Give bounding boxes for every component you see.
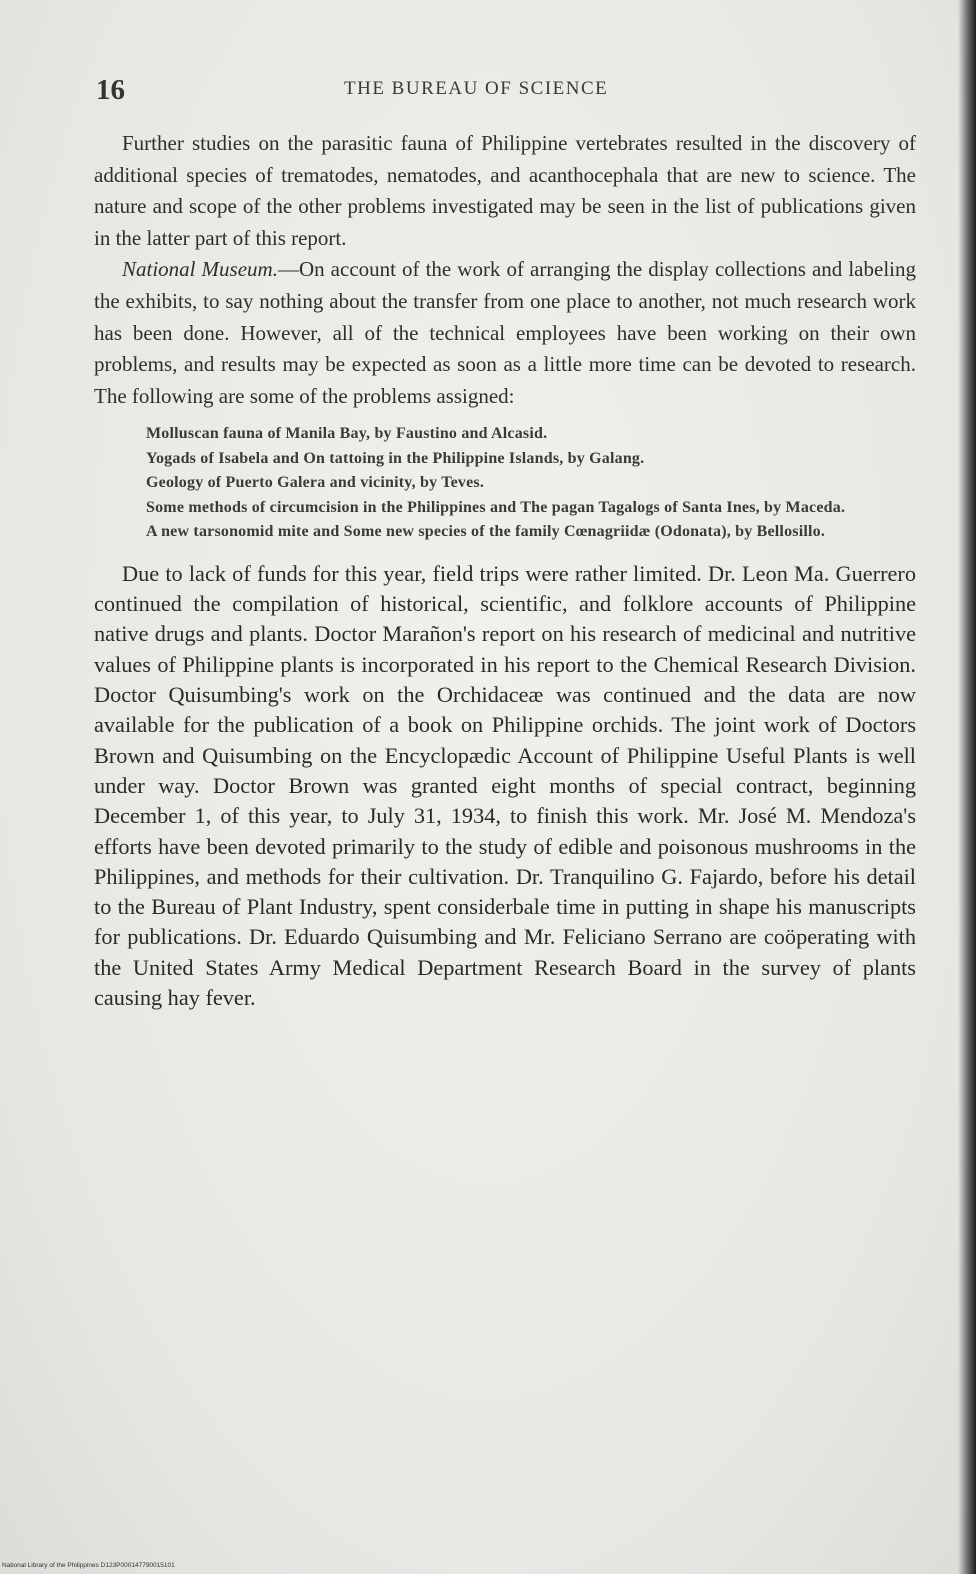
list-item: Yogads of Isabela and On tattoing in the Philippine Islands, by Galang. — [146, 449, 645, 467]
running-head: THE BUREAU OF SCIENCE — [344, 78, 609, 99]
paragraph-national-museum-text: —On account of the work of arranging the display collections and labeling the exhibits, to say nothing about the transfer from one place to another, not much research work has been done. However, all of the technical employees have been working on their own problems, and results may be expected as soon as a little more time can be devoted to research. The following are some of the problems assigned: — [94, 257, 916, 408]
list-item: A new tarsonomid mite and Some new species of the family Cœnagriidæ (Odonata), by Bellosillo. — [146, 523, 826, 541]
list-item: Geology of Puerto Galera and vicinity, by Teves. — [146, 474, 485, 492]
list-item: Molluscan fauna of Manila Bay, by Faustino and Alcasid. — [146, 425, 548, 443]
problems-list — [94, 422, 916, 545]
paragraph-parasitic-fauna: Further studies on the parasitic fauna of Philippine vertebrates resulted in the discovery of additional species of trematodes, nematodes, and acanthocephala that are new to science. The nature and scope of the other problems investigated may be seen in the list of publications given in the latter part of this report. — [94, 131, 916, 250]
page-header — [96, 74, 916, 114]
page-body — [94, 128, 916, 1013]
paragraph-national-museum — [94, 254, 916, 412]
page-binding-edge — [958, 0, 976, 1574]
page-number: 16 — [96, 74, 125, 106]
library-watermark: National Library of the Philippines D123P000147790015101 — [2, 1562, 175, 1569]
section-heading-national-museum: National Museum. — [122, 257, 278, 282]
list-item: Some methods of circumcision in the Philippines and The pagan Tagalogs of Santa Ines, by Maceda. — [146, 498, 846, 516]
paragraph-field-trips: Due to lack of funds for this year, field trips were rather limited. Dr. Leon Ma. Guerrero continued the compilation of historical, scientific, and folklore accounts of Philippine native drugs and plants. Doctor Marañon's report on his research of medicinal and nutritive values of Philippine plants is incorporated in his report to the Chemical Research Division. Doctor Quisumbing's work on the Orchidaceæ was continued and the data are now available for the publication of a book on Philippine orchids. The joint work of Doctors Brown and Quisumbing on the Encyclopædic Account of Philippine Useful Plants is well under way. Doctor Brown was granted eight months of special contract, beginning December 1, of this year, to July 31, 1934, to finish this work. Mr. José M. Mendoza's efforts have been devoted primarily to the study of edible and poisonous mushrooms in the Philippines, and methods for their cultivation. Dr. Tranquilino G. Fajardo, before his detail to the Bureau of Plant Industry, spent considerbale time in putting in shape his manuscripts for publications. Dr. Eduardo Quisumbing and Mr. Feliciano Serrano are coöperating with the United States Army Medical Department Research Board in the survey of plants causing hay fever. — [94, 560, 916, 1010]
